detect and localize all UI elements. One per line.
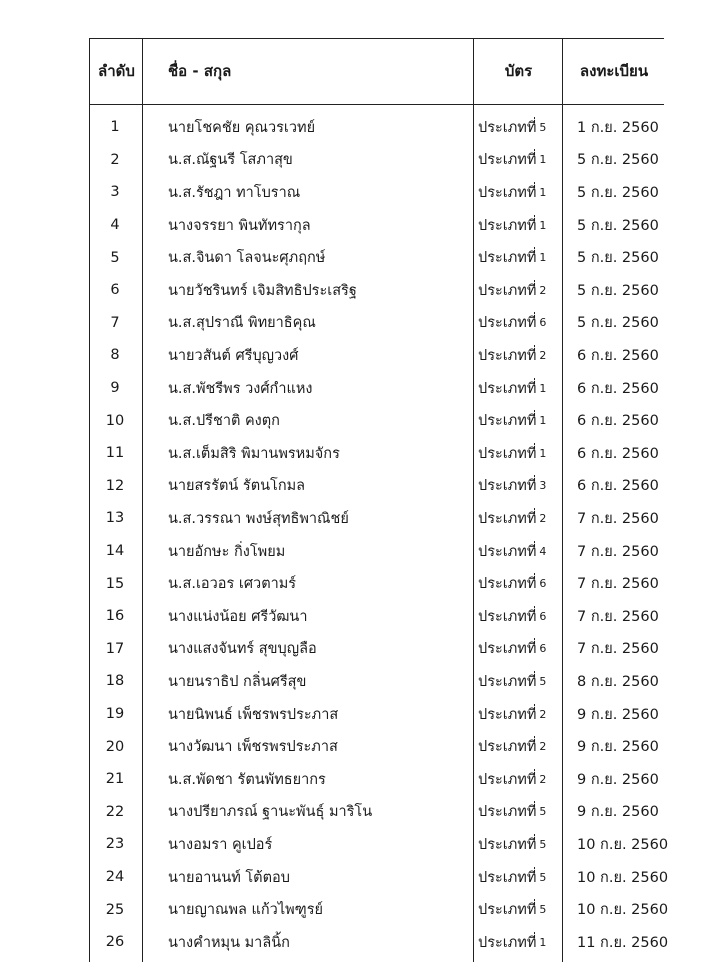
row-registered-date: 5 ก.ย. 2560: [577, 282, 659, 299]
header-card: บัตร: [504, 62, 533, 80]
card-type-label: ประเภทที่: [478, 902, 537, 919]
row-card-type: [478, 307, 568, 340]
row-card-type: [478, 861, 568, 894]
row-number: 14: [105, 543, 125, 560]
row-name: นางอมรา คูเปอร์: [168, 836, 273, 853]
card-type-label: ประเภทที่: [478, 576, 537, 593]
table-row: [89, 339, 664, 372]
card-type-number: 1: [539, 153, 547, 167]
card-type-number: 5: [539, 837, 547, 851]
row-card-type: [478, 535, 568, 568]
row-number: 23: [105, 836, 125, 853]
row-card-type: [478, 144, 568, 177]
card-type-label: ประเภทที่: [478, 250, 537, 267]
header-no: ลำดับ: [98, 62, 135, 80]
table-row: [89, 372, 664, 405]
card-type-label: ประเภทที่: [478, 119, 537, 136]
row-number: 20: [105, 738, 125, 755]
row-name: นางจรรยา พินทัทรากุล: [168, 217, 311, 234]
table-row: [89, 828, 669, 861]
table-row: [89, 567, 664, 600]
row-card-type: [478, 176, 568, 209]
row-number: 7: [110, 314, 120, 331]
card-type-number: 2: [539, 348, 547, 362]
row-registered-date: 5 ก.ย. 2560: [577, 184, 659, 201]
table-row: [89, 176, 664, 209]
card-type-number: 6: [539, 577, 547, 591]
row-name: นายโชคชัย คุณวรเวทย์: [168, 119, 316, 136]
row-name: นายนราธิป กลิ่นศรีสุข: [168, 673, 307, 690]
row-name: นายอานนท์ โต้ตอบ: [168, 869, 290, 886]
table-row: [89, 893, 669, 926]
card-type-label: ประเภทที่: [478, 413, 537, 430]
row-registered-date: 6 ก.ย. 2560: [577, 478, 659, 495]
row-number: 24: [105, 869, 125, 886]
row-registered-date: 1 ก.ย. 2560: [577, 119, 659, 136]
card-type-number: 1: [539, 218, 547, 232]
card-type-label: ประเภทที่: [478, 282, 537, 299]
card-type-number: 5: [539, 674, 547, 688]
card-type-label: ประเภทที่: [478, 869, 537, 886]
table-row: [89, 144, 664, 177]
table-row: [89, 241, 664, 274]
card-type-label: ประเภทที่: [478, 934, 537, 951]
row-registered-date: 5 ก.ย. 2560: [577, 152, 659, 169]
card-type-number: 5: [539, 120, 547, 134]
card-type-label: ประเภทที่: [478, 217, 537, 234]
row-card-type: [478, 339, 568, 372]
row-number: 21: [105, 771, 125, 788]
row-registered-date: 6 ก.ย. 2560: [577, 413, 659, 430]
row-registered-date: 7 ก.ย. 2560: [577, 576, 659, 593]
card-type-label: ประเภทที่: [478, 380, 537, 397]
row-number: 1: [110, 119, 120, 136]
table-row: [89, 861, 669, 894]
card-type-label: ประเภทที่: [478, 347, 537, 364]
row-registered-date: 10 ก.ย. 2560: [577, 902, 669, 919]
card-type-number: 5: [539, 870, 547, 884]
row-registered-date: 9 ก.ย. 2560: [577, 804, 659, 821]
card-type-label: ประเภทที่: [478, 804, 537, 821]
card-type-number: 6: [539, 316, 547, 330]
row-registered-date: 7 ก.ย. 2560: [577, 543, 659, 560]
row-name: น.ส.จินดา โลจนะศุภฤกษ์: [168, 250, 326, 267]
row-card-type: [478, 372, 568, 405]
row-card-type: [478, 926, 568, 959]
row-registered-date: 11 ก.ย. 2560: [577, 934, 669, 951]
row-name: นายสรรัตน์ รัตนโกมล: [168, 478, 306, 495]
card-type-label: ประเภทที่: [478, 608, 537, 625]
row-registered-date: 9 ก.ย. 2560: [577, 739, 659, 756]
row-card-type: [478, 470, 568, 503]
row-registered-date: 7 ก.ย. 2560: [577, 608, 659, 625]
row-number: 17: [105, 640, 125, 657]
row-number: 16: [105, 608, 125, 625]
row-registered-date: 8 ก.ย. 2560: [577, 673, 659, 690]
row-number: 11: [105, 445, 125, 462]
row-name: น.ส.สุปราณี พิทยาธิคุณ: [168, 315, 316, 332]
table-row: [89, 665, 664, 698]
table-row: [89, 633, 664, 666]
card-type-label: ประเภทที่: [478, 641, 537, 658]
row-registered-date: 6 ก.ย. 2560: [577, 347, 659, 364]
row-name: นางแน่งน้อย ศรีวัฒนา: [168, 608, 308, 625]
table-row: [89, 274, 664, 307]
card-type-number: 2: [539, 283, 547, 297]
card-type-label: ประเภทที่: [478, 152, 537, 169]
row-card-type: [478, 796, 568, 829]
row-registered-date: 6 ก.ย. 2560: [577, 445, 659, 462]
row-card-type: [478, 404, 568, 437]
row-name: น.ส.เอวอร เศวตามร์: [168, 576, 297, 593]
card-type-number: 2: [539, 740, 547, 754]
row-registered-date: 5 ก.ย. 2560: [577, 217, 659, 234]
card-type-number: 6: [539, 642, 547, 656]
table-row: [89, 437, 664, 470]
row-card-type: [478, 111, 568, 144]
row-name: น.ส.ณัฐนรี โสภาสุข: [168, 152, 293, 169]
row-card-type: [478, 893, 568, 926]
card-type-label: ประเภทที่: [478, 673, 537, 690]
row-number: 15: [105, 575, 125, 592]
row-name: นางแสงจันทร์ สุขบุญลือ: [168, 641, 317, 658]
row-number: 18: [105, 673, 125, 690]
card-type-number: 2: [539, 772, 547, 786]
row-name: น.ส.รัชฎา ทาโบราณ: [168, 184, 301, 201]
card-type-number: 1: [539, 381, 547, 395]
row-number: 9: [110, 380, 120, 397]
card-type-label: ประเภทที่: [478, 445, 537, 462]
row-card-type: [478, 763, 568, 796]
header-registered: ลงทะเบียน: [579, 62, 649, 80]
table-row: [89, 698, 664, 731]
row-card-type: [478, 241, 568, 274]
row-card-type: [478, 567, 568, 600]
card-type-number: 4: [539, 544, 547, 558]
table-row: [89, 404, 664, 437]
row-number: 10: [105, 412, 125, 429]
row-registered-date: 9 ก.ย. 2560: [577, 706, 659, 723]
card-type-number: 2: [539, 707, 547, 721]
row-name: น.ส.เต็มสิริ พิมานพรหมจักร: [168, 445, 340, 462]
row-card-type: [478, 502, 568, 535]
row-name: น.ส.วรรณา พงษ์สุทธิพาณิชย์: [168, 510, 349, 527]
row-number: 19: [105, 706, 125, 723]
row-name: นายวัชรินทร์ เจิมสิทธิประเสริฐ: [168, 282, 357, 299]
row-name: นางคำหมุน มาลินิ้ก: [168, 934, 290, 951]
card-type-label: ประเภทที่: [478, 510, 537, 527]
row-name: นางปรียาภรณ์ ฐานะพันธุ์ มาริโน: [168, 804, 373, 821]
row-registered-date: 5 ก.ย. 2560: [577, 250, 659, 267]
card-type-number: 5: [539, 805, 547, 819]
row-name: น.ส.พัดชา รัตนพัทธยากร: [168, 771, 326, 788]
row-card-type: [478, 698, 568, 731]
row-name: น.ส.พัชรีพร วงศ์กำแหง: [168, 380, 313, 397]
card-type-number: 1: [539, 935, 547, 949]
row-name: นายวสันต์ ศรีบุญวงศ์: [168, 347, 299, 364]
card-type-label: ประเภทที่: [478, 771, 537, 788]
table-row: [89, 600, 664, 633]
row-number: 25: [105, 901, 125, 918]
table-row: [89, 111, 664, 144]
row-registered-date: 9 ก.ย. 2560: [577, 771, 659, 788]
row-card-type: [478, 437, 568, 470]
row-registered-date: 5 ก.ย. 2560: [577, 315, 659, 332]
row-card-type: [478, 274, 568, 307]
row-number: 26: [105, 934, 125, 951]
row-number: 13: [105, 510, 125, 527]
card-type-label: ประเภทที่: [478, 706, 537, 723]
row-number: 5: [110, 249, 120, 266]
card-type-label: ประเภทที่: [478, 184, 537, 201]
card-type-number: 6: [539, 609, 547, 623]
card-type-number: 2: [539, 511, 547, 525]
row-registered-date: 10 ก.ย. 2560: [577, 869, 669, 886]
table-row: [89, 796, 664, 829]
card-type-label: ประเภทที่: [478, 543, 537, 560]
table-row: [89, 209, 664, 242]
table-row: [89, 763, 664, 796]
row-registered-date: 6 ก.ย. 2560: [577, 380, 659, 397]
row-number: 22: [105, 803, 125, 820]
row-number: 4: [110, 217, 120, 234]
row-name: นายอักษะ กิ่งโพยม: [168, 543, 286, 560]
table-row: [89, 502, 664, 535]
table-row: [89, 535, 664, 568]
row-number: 3: [110, 184, 120, 201]
card-type-label: ประเภทที่: [478, 739, 537, 756]
card-type-number: 1: [539, 446, 547, 460]
card-type-number: 1: [539, 251, 547, 265]
card-type-label: ประเภทที่: [478, 315, 537, 332]
row-card-type: [478, 730, 568, 763]
row-name: นางวัฒนา เพ็ชรพรประภาส: [168, 739, 338, 756]
card-type-number: 3: [539, 479, 547, 493]
row-card-type: [478, 665, 568, 698]
row-number: 6: [110, 282, 120, 299]
row-registered-date: 10 ก.ย. 2560: [577, 836, 669, 853]
row-name: น.ส.ปรีชาติ คงตุก: [168, 413, 280, 430]
card-type-number: 5: [539, 903, 547, 917]
row-number: 12: [105, 477, 125, 494]
row-name: นายนิพนธ์ เพ็ชรพรประภาส: [168, 706, 339, 723]
table-row: [89, 730, 664, 763]
row-card-type: [478, 600, 568, 633]
row-card-type: [478, 828, 568, 861]
row-name: นายญาณพล แก้วไพฑูรย์: [168, 902, 323, 919]
card-type-label: ประเภทที่: [478, 478, 537, 495]
row-card-type: [478, 209, 568, 242]
row-card-type: [478, 633, 568, 666]
row-number: 8: [110, 347, 120, 364]
table-row: [89, 470, 664, 503]
card-type-number: 1: [539, 185, 547, 199]
row-registered-date: 7 ก.ย. 2560: [577, 510, 659, 527]
table-row: [89, 307, 664, 340]
header-divider: [89, 104, 664, 105]
row-registered-date: 7 ก.ย. 2560: [577, 641, 659, 658]
table-row: [89, 926, 669, 959]
header-name: ชื่อ - สกุล: [168, 62, 232, 80]
card-type-label: ประเภทที่: [478, 836, 537, 853]
row-number: 2: [110, 151, 120, 168]
card-type-number: 1: [539, 414, 547, 428]
